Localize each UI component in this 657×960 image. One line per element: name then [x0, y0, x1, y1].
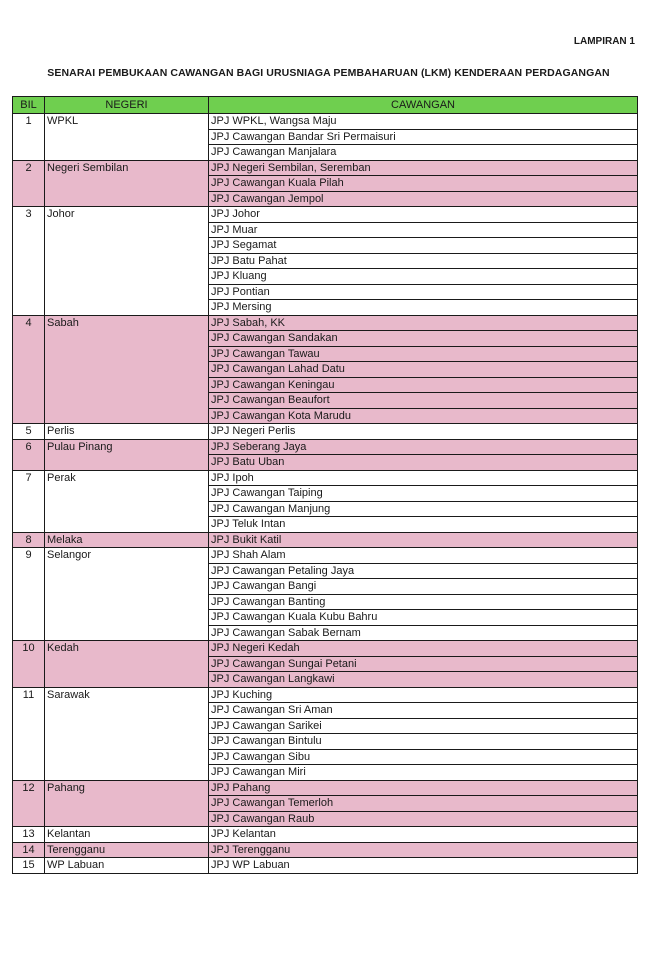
branch-name: JPJ Seberang Jaya	[209, 439, 638, 455]
branch-name: JPJ Teluk Intan	[209, 517, 638, 533]
branch-name: JPJ WP Labuan	[209, 858, 638, 874]
branch-name: JPJ Kluang	[209, 269, 638, 285]
branch-name: JPJ Cawangan Kuala Pilah	[209, 176, 638, 192]
branch-name: JPJ Cawangan Sungai Petani	[209, 656, 638, 672]
table-row	[13, 114, 638, 130]
state-name: Perak	[45, 470, 209, 532]
row-number: 3	[13, 207, 45, 316]
row-number: 9	[13, 548, 45, 641]
row-number: 12	[13, 780, 45, 827]
row-number: 8	[13, 532, 45, 548]
row-number: 14	[13, 842, 45, 858]
branch-name: JPJ Cawangan Bandar Sri Permaisuri	[209, 129, 638, 145]
state-name: Selangor	[45, 548, 209, 641]
branch-name: JPJ Cawangan Tawau	[209, 346, 638, 362]
branch-name: JPJ Bukit Katil	[209, 532, 638, 548]
branch-name: JPJ Cawangan Temerloh	[209, 796, 638, 812]
branch-name: JPJ Cawangan Sri Aman	[209, 703, 638, 719]
state-name: Terengganu	[45, 842, 209, 858]
document-title: SENARAI PEMBUKAAN CAWANGAN BAGI URUSNIAGA PEMBAHARUAN (LKM) KENDERAAN PERDAGANGAN	[47, 67, 610, 79]
state-name: Sabah	[45, 315, 209, 424]
row-number: 4	[13, 315, 45, 424]
table-row	[13, 532, 638, 548]
state-name: WPKL	[45, 114, 209, 161]
row-number: 10	[13, 641, 45, 688]
branch-name: JPJ Cawangan Banting	[209, 594, 638, 610]
state-name: Pulau Pinang	[45, 439, 209, 470]
row-number: 11	[13, 687, 45, 780]
state-name: Kelantan	[45, 827, 209, 843]
branch-name: JPJ Cawangan Sabak Bernam	[209, 625, 638, 641]
table-row	[13, 687, 638, 703]
branch-name: JPJ Cawangan Lahad Datu	[209, 362, 638, 378]
state-name: Melaka	[45, 532, 209, 548]
table-row	[13, 424, 638, 440]
branch-name: JPJ Terengganu	[209, 842, 638, 858]
branch-name: JPJ Cawangan Langkawi	[209, 672, 638, 688]
table-row	[13, 315, 638, 331]
branch-name: JPJ Kelantan	[209, 827, 638, 843]
branch-name: JPJ Cawangan Beaufort	[209, 393, 638, 409]
table-row	[13, 780, 638, 796]
branch-name: JPJ Cawangan Petaling Jaya	[209, 563, 638, 579]
branch-name: JPJ Cawangan Manjalara	[209, 145, 638, 161]
column-header-negeri: NEGERI	[45, 97, 209, 114]
state-name: WP Labuan	[45, 858, 209, 874]
state-name: Perlis	[45, 424, 209, 440]
table-row	[13, 858, 638, 874]
branch-name: JPJ Cawangan Miri	[209, 765, 638, 781]
row-number: 15	[13, 858, 45, 874]
branch-name: JPJ Cawangan Bintulu	[209, 734, 638, 750]
table-header-row	[13, 97, 638, 114]
row-number: 7	[13, 470, 45, 532]
state-name: Kedah	[45, 641, 209, 688]
column-header-bil: BIL	[13, 97, 45, 114]
table-row	[13, 641, 638, 657]
state-name: Sarawak	[45, 687, 209, 780]
branch-name: JPJ Cawangan Jempol	[209, 191, 638, 207]
branch-name: JPJ Cawangan Bangi	[209, 579, 638, 595]
table-row	[13, 207, 638, 223]
branch-name: JPJ Cawangan Raub	[209, 811, 638, 827]
branch-name: JPJ Cawangan Sibu	[209, 749, 638, 765]
branch-name: JPJ Batu Uban	[209, 455, 638, 471]
state-name: Pahang	[45, 780, 209, 827]
branch-name: JPJ Cawangan Kota Marudu	[209, 408, 638, 424]
branch-name: JPJ Mersing	[209, 300, 638, 316]
branch-name: JPJ Pahang	[209, 780, 638, 796]
branch-name: JPJ Cawangan Sandakan	[209, 331, 638, 347]
branch-name: JPJ Negeri Kedah	[209, 641, 638, 657]
branch-name: JPJ Negeri Perlis	[209, 424, 638, 440]
row-number: 1	[13, 114, 45, 161]
branch-name: JPJ Segamat	[209, 238, 638, 254]
branch-name: JPJ Sabah, KK	[209, 315, 638, 331]
table-row	[13, 842, 638, 858]
branch-name: JPJ Cawangan Keningau	[209, 377, 638, 393]
row-number: 2	[13, 160, 45, 207]
branch-name: JPJ Shah Alam	[209, 548, 638, 564]
table-row	[13, 160, 638, 176]
state-name: Negeri Sembilan	[45, 160, 209, 207]
lampiran-label: LAMPIRAN 1	[573, 36, 635, 47]
branch-name: JPJ Johor	[209, 207, 638, 223]
table-row	[13, 470, 638, 486]
row-number: 13	[13, 827, 45, 843]
branch-name: JPJ Pontian	[209, 284, 638, 300]
row-number: 6	[13, 439, 45, 470]
table-body	[13, 114, 638, 874]
state-name: Johor	[45, 207, 209, 316]
branch-name: JPJ Ipoh	[209, 470, 638, 486]
column-header-cawangan: CAWANGAN	[209, 97, 638, 114]
branch-name: JPJ Cawangan Sarikei	[209, 718, 638, 734]
branch-name: JPJ Muar	[209, 222, 638, 238]
branch-table	[12, 96, 638, 874]
branch-name: JPJ Cawangan Taiping	[209, 486, 638, 502]
table-row	[13, 548, 638, 564]
table-row	[13, 439, 638, 455]
branch-name: JPJ Batu Pahat	[209, 253, 638, 269]
branch-name: JPJ Kuching	[209, 687, 638, 703]
row-number: 5	[13, 424, 45, 440]
branch-name: JPJ Cawangan Kuala Kubu Bahru	[209, 610, 638, 626]
branch-name: JPJ Cawangan Manjung	[209, 501, 638, 517]
branch-name: JPJ Negeri Sembilan, Seremban	[209, 160, 638, 176]
table-row	[13, 827, 638, 843]
branch-name: JPJ WPKL, Wangsa Maju	[209, 114, 638, 130]
